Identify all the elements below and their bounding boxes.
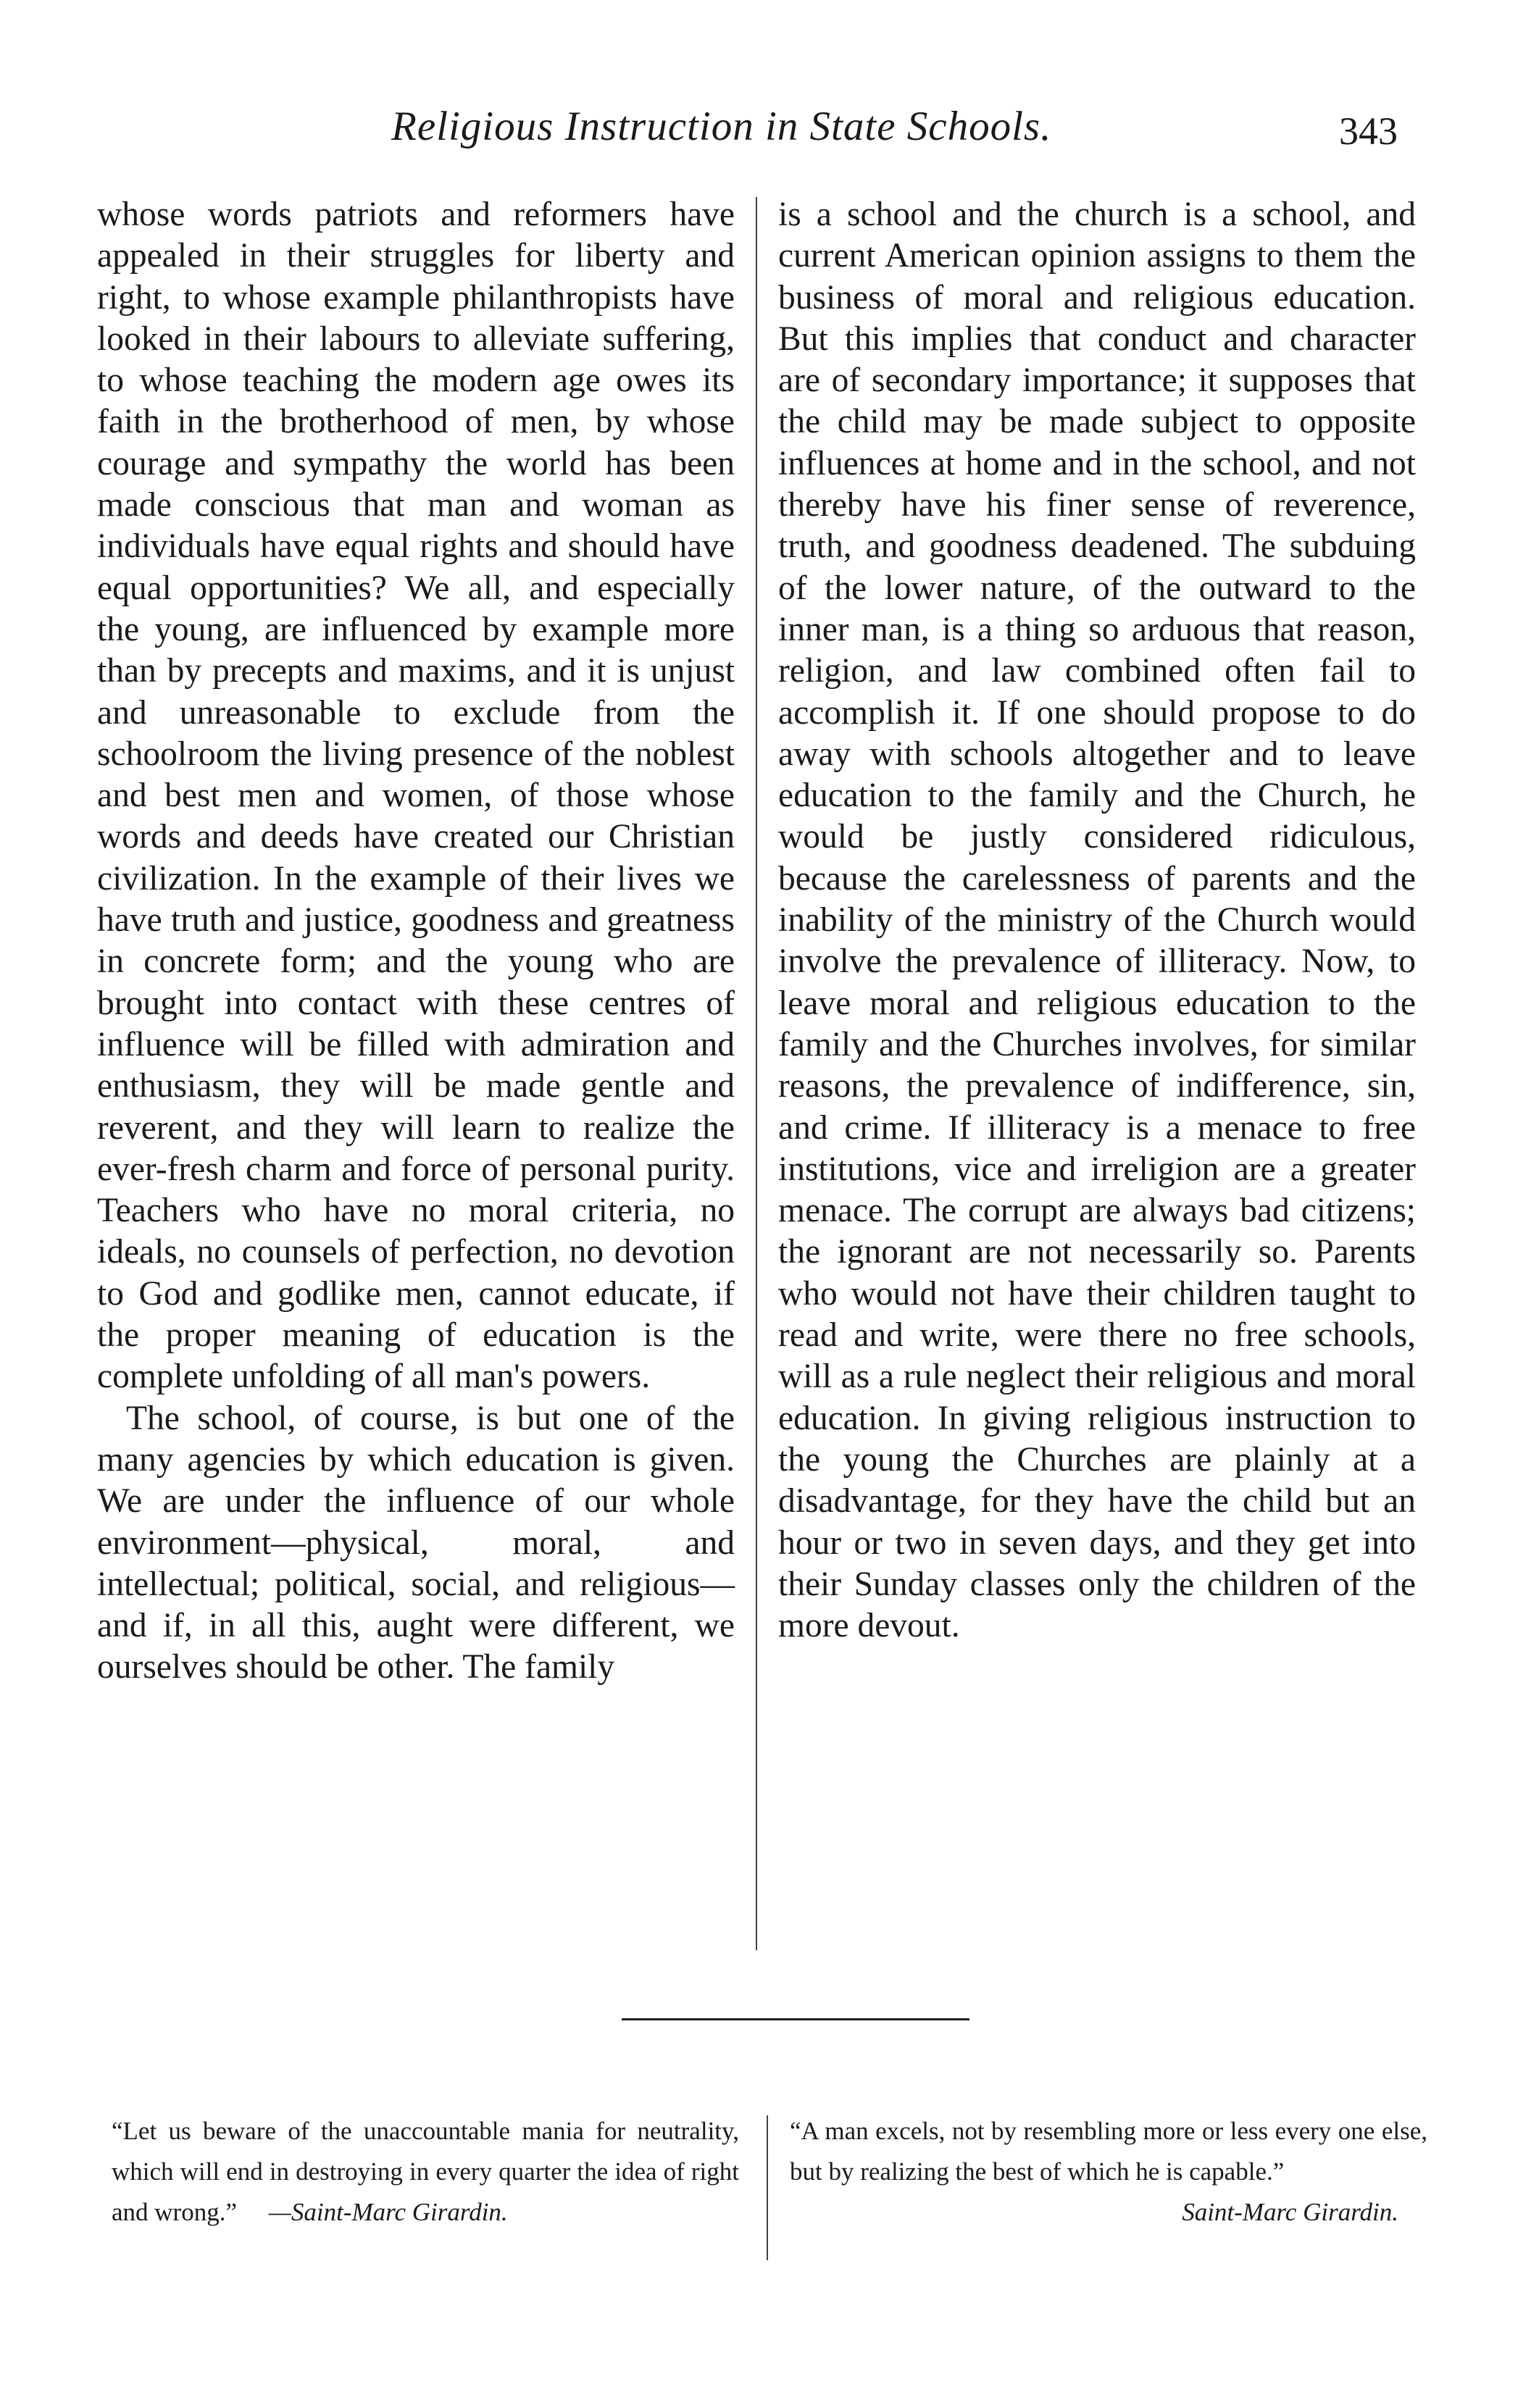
- page-number: 343: [1339, 109, 1398, 153]
- column-divider: [756, 197, 757, 1950]
- running-title: Religious Instruction in State Schools.: [391, 104, 1052, 149]
- left-paragraph-2: The school, of course, is but one of the many agencies by which education is given. We are under the influence of our whole environment—physical, moral, and intellectual; political, social, and religious—and if, in all this, aught were different, we ourselves should be other. The family: [97, 1399, 735, 1686]
- right-column: [778, 194, 1416, 1647]
- quote-right-text: “A man excels, not by resembling more or less every one else, but by realizing the best of which he is capable.”: [790, 2117, 1427, 2186]
- quote-right: [790, 2111, 1427, 2233]
- quote-left-attribution: —Saint-Marc Girardin.: [268, 2198, 508, 2226]
- quote-divider: [767, 2115, 768, 2260]
- section-divider-rule: [622, 2018, 969, 2020]
- left-paragraph-1: whose words patriots and reformers have appealed in their struggles for liberty and right, to whose example philanthropists have looked in their labours to alleviate suffering, to whose teaching the modern age owes its faith in the brotherhood of men, by whose courage and sympathy the world has been made conscious that man and woman as individuals have equal rights and should have equal opportunities? We all, and especially the young, are influenced by example more than by precepts and maxims, and it is unjust and unreasonable to exclude from the schoolroom the living presence of the noblest and best men and women, of those whose words and deeds have created our Christian civilization. In the example of their lives we have truth and justice, goodness and greatness in concrete form; and the young who are brought into contact with these centres of influence will be filled with admiration and enthusiasm, they will be made gentle and reverent, and they will learn to realize the ever-fresh charm and force of personal purity. Teachers who have no moral criteria, no ideals, no counsels of perfection, no devotion to God and godlike men, cannot educate, if the proper meaning of education is the complete unfolding of all man's powers.: [97, 196, 735, 1396]
- quote-left-text: “Let us beware of the unaccountable mania for neutrality, which will end in destroying in every quarter the idea of right and wrong.”: [112, 2117, 739, 2226]
- right-paragraph-1: is a school and the church is a school, and current American opinion assigns to them the business of moral and religious education. But this implies that conduct and character are of secondary importance; it supposes that the child may be made subject to opposite influences at home and in the school, and not thereby have his finer sense of reverence, truth, and goodness deadened. The subduing of the lower nature, of the outward to the inner man, is a thing so arduous that reason, religion, and law combined often fail to accomplish it. If one should propose to do away with schools altogether and to leave education to the family and the Church, he would be justly considered ridiculous, because the carelessness of parents and the inability of the ministry of the Church would involve the prevalence of illiteracy. Now, to leave moral and religious education to the family and the Churches involves, for similar reasons, the prevalence of indifference, sin, and crime. If illiteracy is a menace to free institutions, vice and irreligion are a greater menace. The corrupt are always bad citizens; the ignorant are not necessarily so. Parents who would not have their children taught to read and write, were there no free schools, will as a rule neglect their religious and moral education. In giving religious instruction to the young the Churches are plainly at a disadvantage, for they have the child but an hour or two in seven days, and they get into their Sunday classes only the children of the more devout.: [778, 196, 1416, 1645]
- quote-left: [112, 2111, 739, 2233]
- left-column: [97, 194, 735, 1689]
- quote-right-attribution: Saint-Marc Girardin.: [1182, 2198, 1398, 2226]
